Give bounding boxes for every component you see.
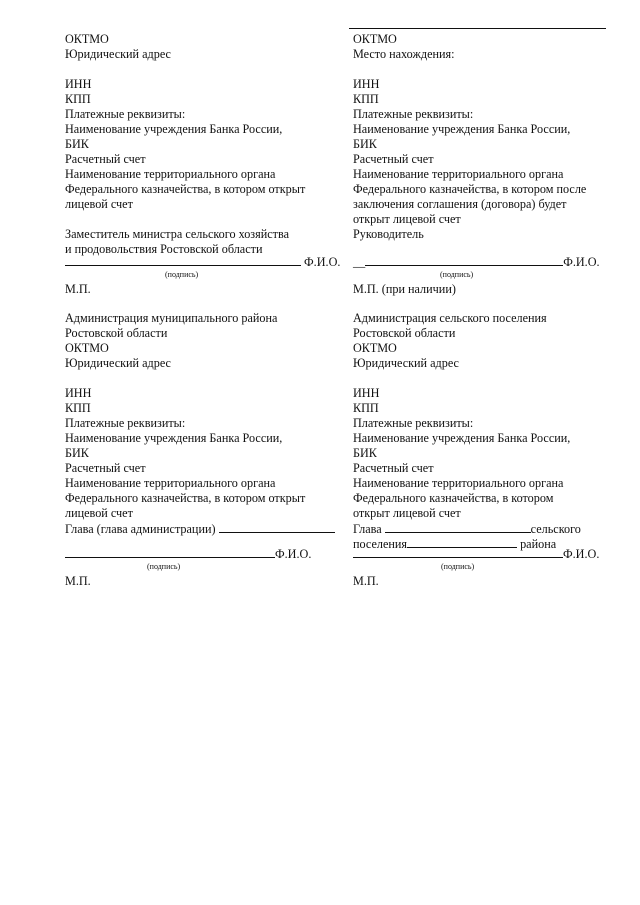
b1l-signature-caption: (подпись) [165,270,199,279]
b1l-line-0: ОКТМО [65,32,109,46]
b1r-line-2 [353,62,609,77]
b2r-line-11: Наименование территориального органа [353,476,564,490]
b2l-line-13: лицевой счет [65,506,133,520]
b2l-line-6: КПП [65,401,91,415]
b2r-stamp-label: М.П. [353,574,379,588]
b1r-line-10: Федерального казначейства, в котором после [353,182,587,196]
block1-left-requisites [65,32,347,257]
b1l-line-14: и продовольствия Ростовской области [65,242,263,256]
top-divider-line [349,28,606,29]
b1r-line-1: Место нахождения: [353,47,455,61]
b2r-signature-caption: (подпись) [441,562,475,571]
b1r-line-11: заключения соглашения (договора) будет [353,197,567,211]
b1r-line-4: КПП [353,92,379,106]
b2l-line-8: Наименование учреждения Банка России, [65,431,283,445]
b1r-line-5: Платежные реквизиты: [353,107,474,121]
b1l-line-6: Наименование учреждения Банка России, [65,122,283,136]
b1l-line-8: Расчетный счет [65,152,146,166]
b1r-line-8: Расчетный счет [353,152,434,166]
block2-right-requisites [353,311,609,551]
b2l-signature-field[interactable] [65,546,275,558]
b2r-line-2: ОКТМО [353,341,397,355]
b2r-line-4 [353,371,609,386]
block2-left-requisites [65,311,347,536]
b2r-signature-field[interactable] [353,546,563,558]
b2r-head-line [353,521,609,536]
b2r-line-0: Администрация сельского поселения [353,311,547,325]
b1l-line-2 [65,62,347,77]
b1r-line-12: открыт лицевой счет [353,212,461,226]
b1l-line-11: лицевой счет [65,197,133,211]
b2r-line-6: КПП [353,401,379,415]
b2l-head-line [65,521,347,536]
b1l-signature-field[interactable] [65,254,301,266]
b1l-fio-label: Ф.И.О. [304,255,341,269]
b2r-line-3: Юридический адрес [353,356,459,370]
b1l-stamp-label: М.П. [65,282,91,296]
b2l-stamp-label: М.П. [65,574,91,588]
b1l-line-12 [65,212,347,227]
b2l-fio-label: Ф.И.О. [275,547,312,561]
b2l-head-field[interactable] [219,521,335,533]
b2r-line-8: Наименование учреждения Банка России, [353,431,571,445]
b2l-line-10: Расчетный счет [65,461,146,475]
b2r-line-9: БИК [353,446,377,460]
b2r-head-field[interactable] [385,521,531,533]
b2r-settlement-label: поселения [353,537,408,551]
b2r-line-7: Платежные реквизиты: [353,416,474,430]
b1l-line-5: Платежные реквизиты: [65,107,186,121]
b2l-line-2: ОКТМО [65,341,109,355]
block1-right-requisites [353,32,609,242]
b1r-line-0: ОКТМО [353,32,397,46]
b2l-line-1: Ростовской области [65,326,168,340]
b1r-signature-caption: (подпись) [440,270,474,279]
b1r-signature-prefix: __ [353,255,366,269]
b1r-signature-field[interactable] [365,254,563,266]
b2l-line-3: Юридический адрес [65,356,171,370]
b1r-signature-line [353,254,600,269]
b2r-head-suffix: сельского [530,522,581,536]
b2l-signature-caption: (подпись) [147,562,181,571]
b1r-line-3: ИНН [353,77,380,91]
b2r-signature-line [353,546,599,561]
b1r-stamp-label: М.П. (при наличии) [353,282,456,296]
b1l-line-7: БИК [65,137,89,151]
b1l-line-1: Юридический адрес [65,47,171,61]
b1r-line-6: Наименование учреждения Банка России, [353,122,571,136]
b1r-line-7: БИК [353,137,377,151]
b2l-line-12: Федерального казначейства, в котором открыт [65,491,306,505]
b2r-line-5: ИНН [353,386,380,400]
b1r-line-13: Руководитель [353,227,424,241]
b1l-signature-line [65,254,340,269]
b1l-line-10: Федерального казначейства, в котором открыт [65,182,306,196]
b2l-signature-line [65,546,311,561]
b1l-line-3: ИНН [65,77,92,91]
b1r-line-9: Наименование территориального органа [353,167,564,181]
b2l-head-label: Глава (глава администрации) [65,522,216,536]
b2r-fio-label: Ф.И.О. [563,547,600,561]
b2l-line-5: ИНН [65,386,92,400]
b2l-line-4 [65,371,347,386]
b1r-fio-label: Ф.И.О. [563,255,600,269]
b2l-line-7: Платежные реквизиты: [65,416,186,430]
b2r-line-12: Федерального казначейства, в котором [353,491,554,505]
b2l-line-0: Администрация муниципального района [65,311,278,325]
b1l-line-9: Наименование территориального органа [65,167,276,181]
b2r-head-label: Глава [353,522,382,536]
b2r-line-13: открыт лицевой счет [353,506,461,520]
b1l-line-4: КПП [65,92,91,106]
b2r-line-1: Ростовской области [353,326,456,340]
b2r-line-10: Расчетный счет [353,461,434,475]
b2r-settlement-suffix: района [520,537,557,551]
b2l-line-9: БИК [65,446,89,460]
b2l-line-11: Наименование территориального органа [65,476,276,490]
b1l-line-13: Заместитель министра сельского хозяйства [65,227,289,241]
